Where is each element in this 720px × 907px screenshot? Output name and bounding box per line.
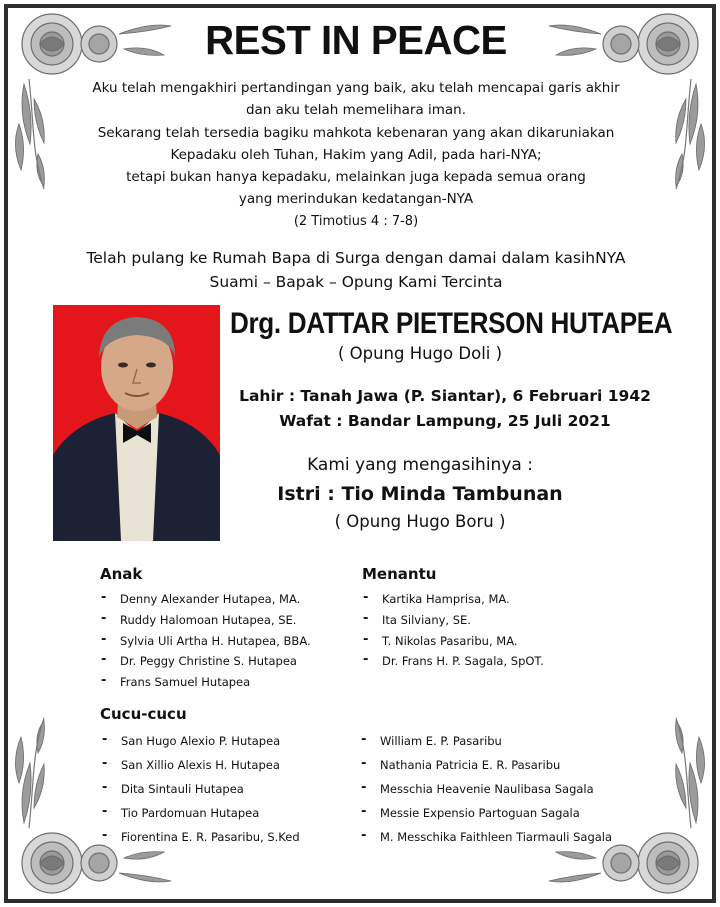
list-item: - T. Nikolas Pasaribu, MA.: [363, 631, 544, 652]
list-item: - Dr. Frans H. P. Sagala, SpOT.: [363, 651, 544, 672]
list-item: - Messchia Heavenie Naulibasa Sagala: [361, 777, 612, 801]
cucu-heading: Cucu-cucu: [100, 705, 187, 723]
list-item: - Nathania Patricia E. R. Pasaribu: [361, 753, 612, 777]
anak-heading: Anak: [100, 565, 143, 583]
list-item: - San Hugo Alexio P. Hutapea: [102, 729, 300, 753]
menantu-heading: Menantu: [362, 565, 437, 583]
anak-list: [101, 589, 311, 693]
list-item: - San Xillio Alexis H. Hutapea: [102, 753, 300, 777]
portrait-photo: [53, 305, 220, 541]
list-item: - Dita Sintauli Hutapea: [102, 777, 300, 801]
list-item: - Frans Samuel Hutapea: [101, 672, 311, 693]
list-item: - M. Messchika Faithleen Tiarmauli Sagala: [361, 825, 612, 849]
list-item: - Ruddy Halomoan Hutapea, SE.: [101, 610, 311, 631]
life-dates: [230, 384, 660, 434]
page-title: REST IN PEACE: [205, 17, 507, 63]
cucu-list-left: [102, 729, 300, 849]
list-item: - Kartika Hamprisa, MA.: [363, 589, 544, 610]
verse-line: Kepadaku oleh Tuhan, Hakim yang Adil, pada hari-NYA;: [170, 146, 542, 163]
deceased-name: Drg. DATTAR PIETERSON HUTAPEA: [230, 307, 673, 340]
verse-line: dan aku telah memelihara iman.: [245, 102, 467, 119]
birth-info: Lahir : Tanah Jawa (P. Siantar), 6 Februari 1942: [239, 387, 651, 405]
intro-text: [0, 246, 712, 294]
wife-name: Istri : Tio Minda Tambunan: [277, 483, 563, 505]
list-item: - William E. P. Pasaribu: [361, 729, 612, 753]
intro-line-2: Suami – Bapak – Opung Kami Tercinta: [209, 273, 503, 291]
cucu-list-right: [361, 729, 612, 849]
list-item: - Messie Expensio Partoguan Sagala: [361, 801, 612, 825]
menantu-list: [363, 589, 544, 672]
wife-nickname: ( Opung Hugo Boru ): [334, 512, 506, 531]
deceased-nickname: ( Opung Hugo Doli ): [337, 344, 503, 363]
list-item: - Ita Silviany, SE.: [363, 610, 544, 631]
intro-line-1: Telah pulang ke Rumah Bapa di Surga dengan damai dalam kasihNYA: [86, 249, 626, 267]
list-item: - Sylvia Uli Artha H. Hutapea, BBA.: [101, 631, 311, 652]
verse-line: tetapi bukan hanya kepadaku, melainkan juga kepada semua orang: [126, 169, 586, 186]
verse-line: Sekarang telah tersedia bagiku mahkota kebenaran yang akan dikaruniakan: [97, 124, 615, 141]
verse-line: Aku telah mengakhiri pertandingan yang baik, aku telah mencapai garis akhir: [92, 80, 620, 96]
list-item: - Fiorentina E. R. Pasaribu, S.Ked: [102, 825, 300, 849]
list-item: - Dr. Peggy Christine S. Hutapea: [101, 651, 311, 672]
death-info: Wafat : Bandar Lampung, 25 Juli 2021: [279, 412, 611, 430]
verse-line: yang merindukan kedatangan-NYA: [238, 191, 474, 208]
list-item: - Tio Pardomuan Hutapea: [102, 801, 300, 825]
bible-verse: [0, 77, 712, 233]
portrait-photo-icon: [53, 305, 220, 541]
mourners-heading: Kami yang mengasihinya :: [307, 455, 533, 475]
list-item: - Denny Alexander Hutapea, MA.: [101, 589, 311, 610]
verse-reference: (2 Timotius 4 : 7-8): [293, 213, 419, 229]
